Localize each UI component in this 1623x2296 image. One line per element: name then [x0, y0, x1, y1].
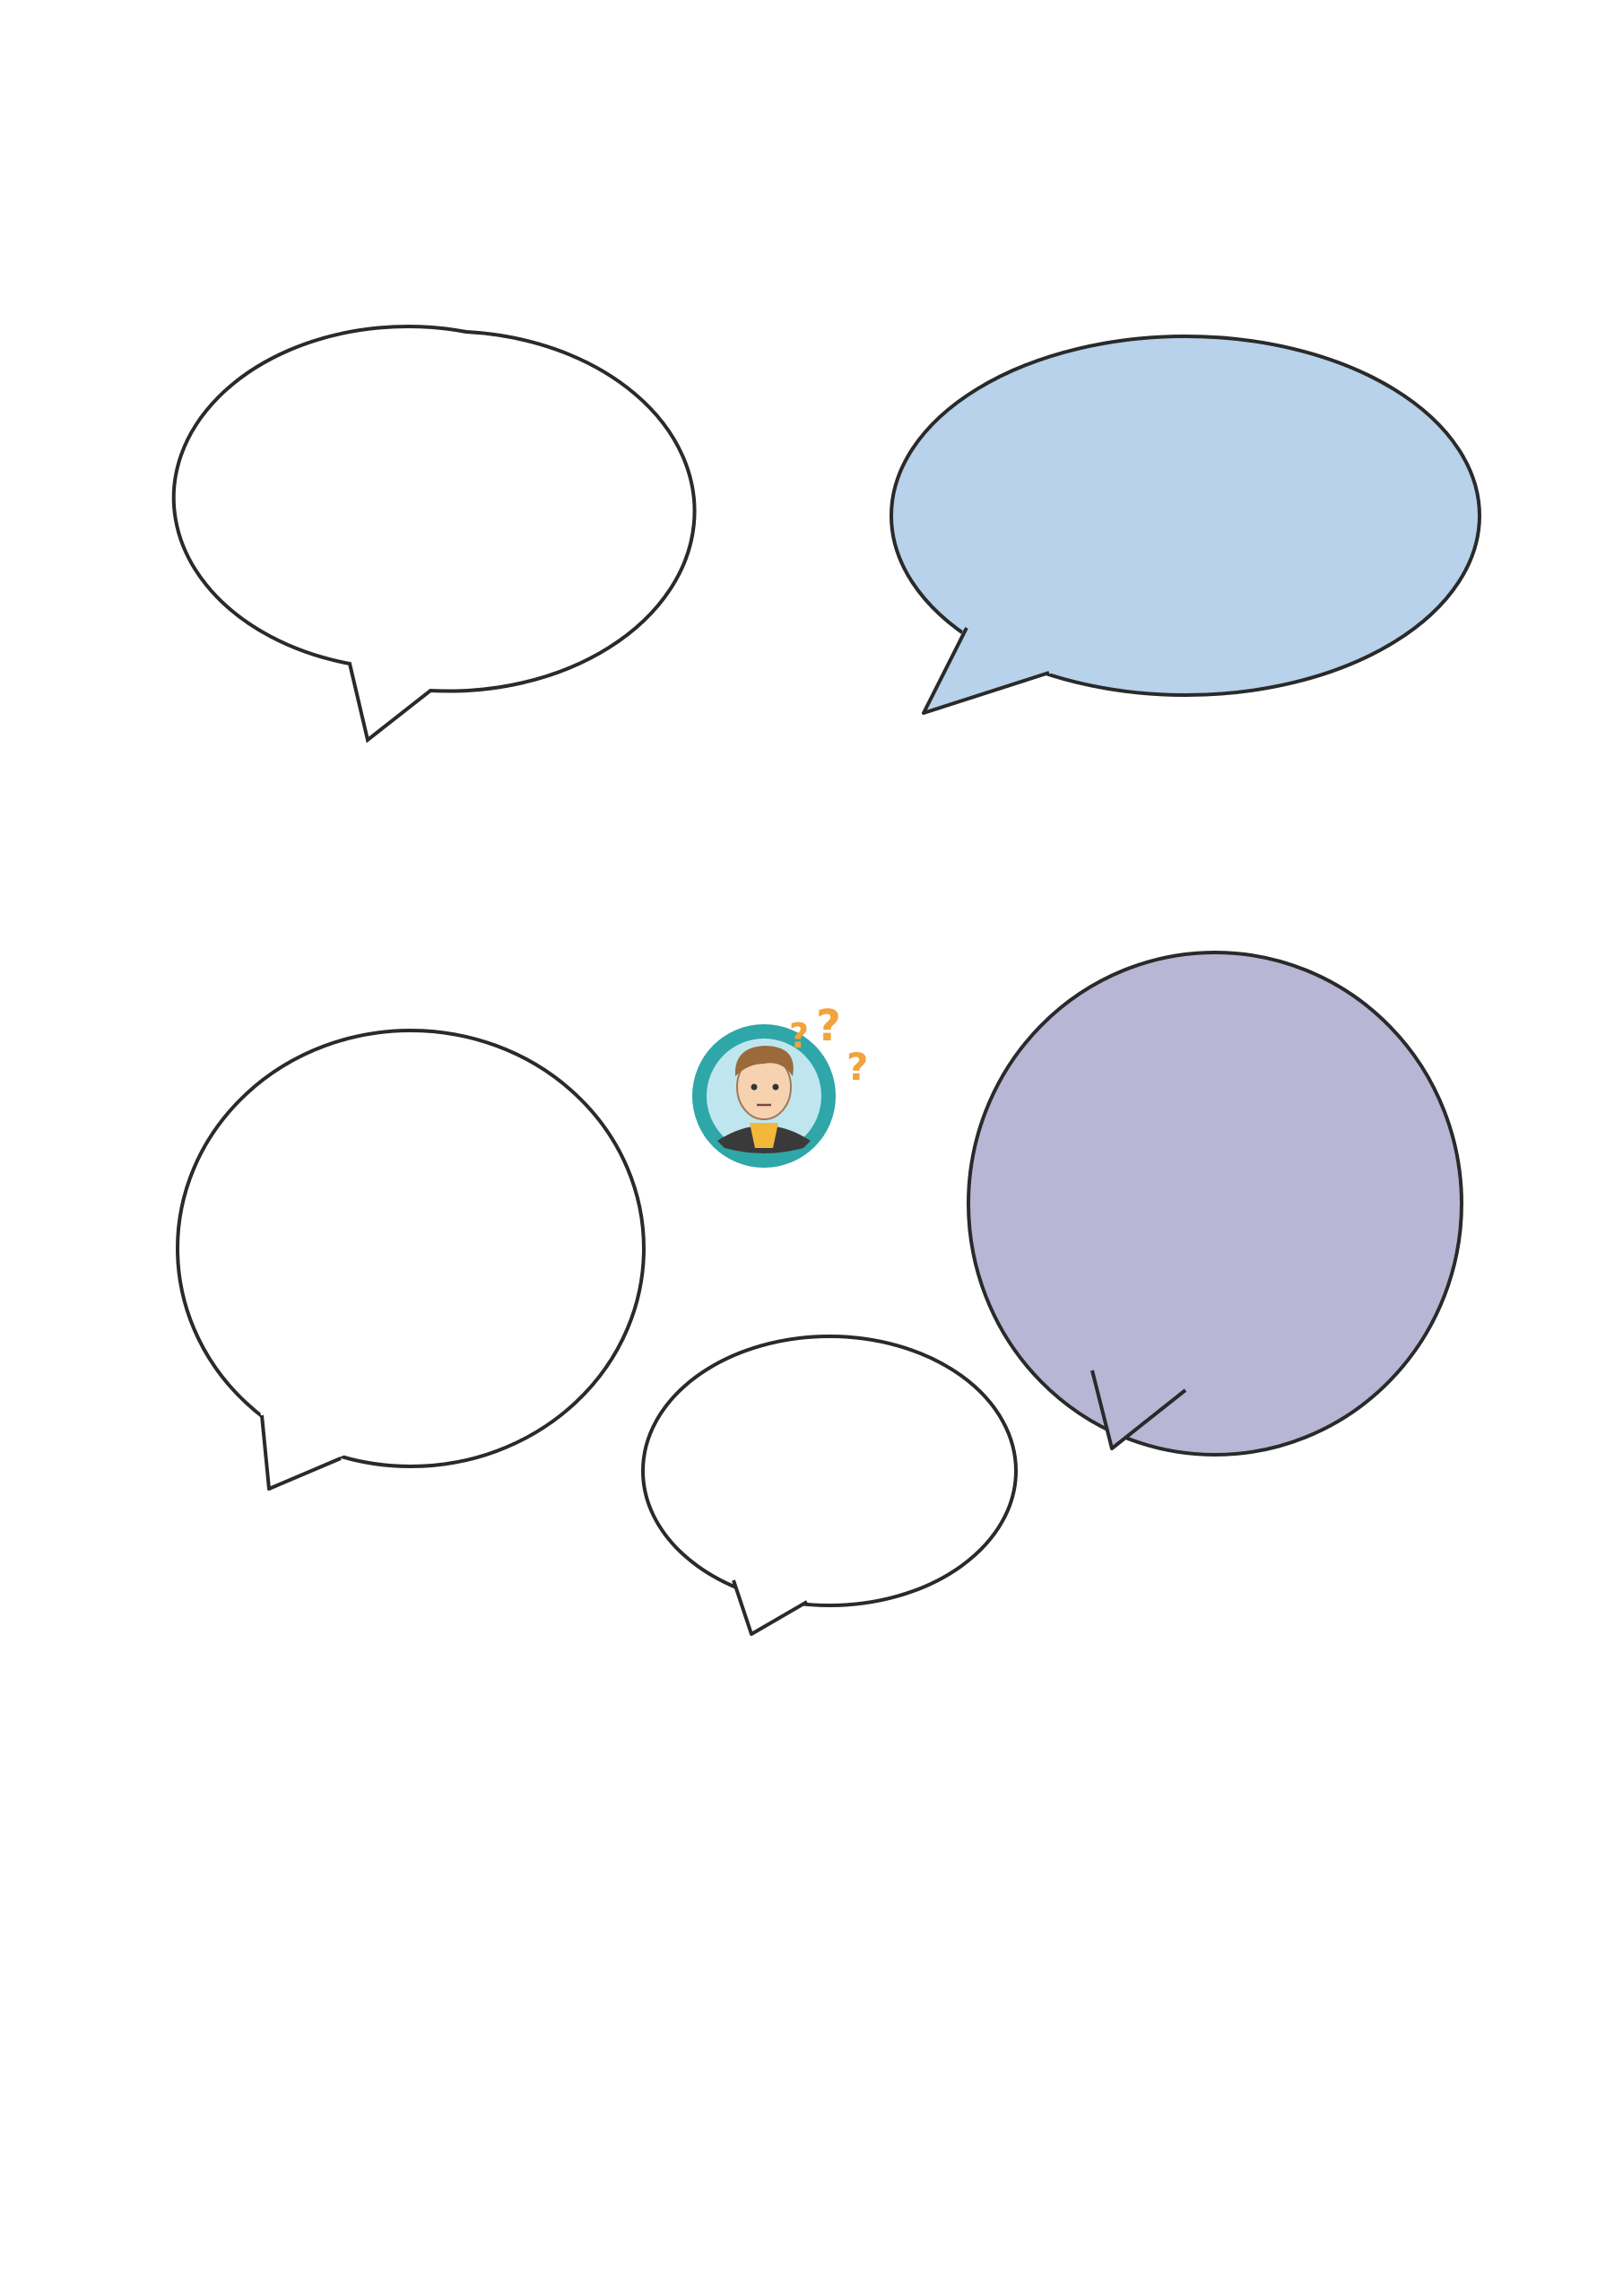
bubble-merry-widows	[968, 952, 1462, 1455]
svg-text:?: ?	[846, 1045, 869, 1089]
bubble-memory-cafe	[891, 336, 1480, 713]
svg-text:?: ?	[789, 1016, 810, 1056]
confused-person-icon	[692, 1001, 868, 1168]
bubble-chat	[643, 1336, 1016, 1634]
bubble-prescriptions	[174, 326, 695, 740]
bubble-prescriptions-shape	[174, 326, 695, 740]
svg-text:?: ?	[816, 1001, 841, 1051]
bubble-transport	[178, 1031, 644, 1489]
